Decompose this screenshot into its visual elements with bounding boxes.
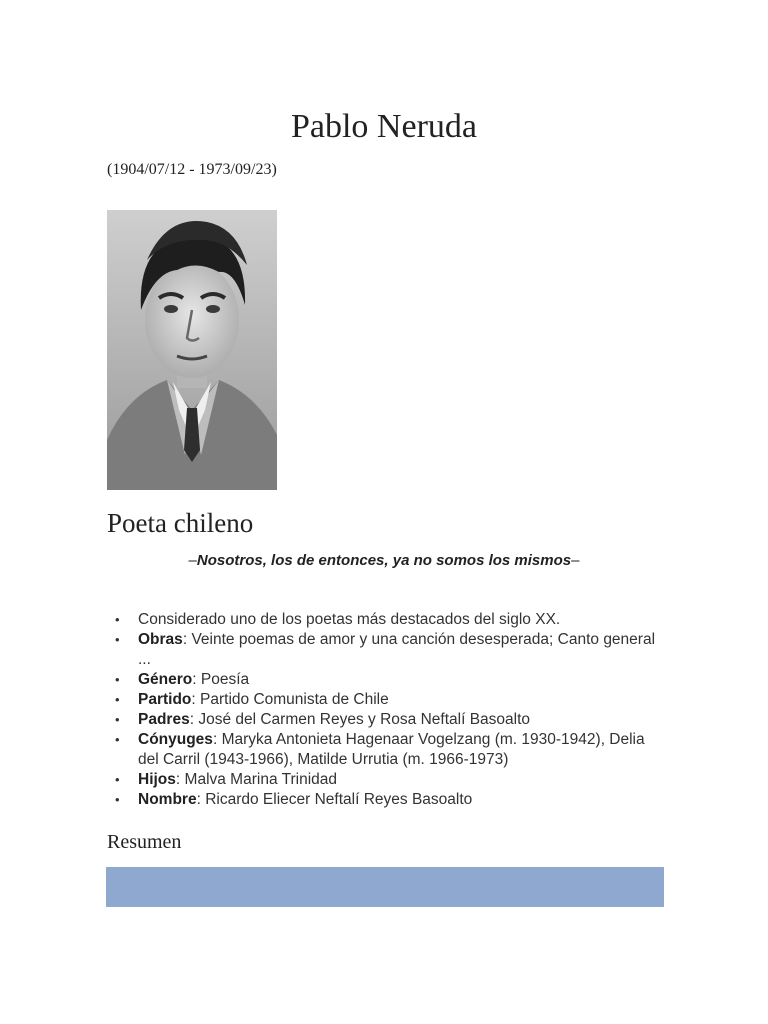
life-dates: (1904/07/12 - 1973/09/23) (107, 161, 277, 178)
fact-separator: : (175, 771, 185, 788)
fact-key: Padres (138, 711, 190, 728)
quote-text: Nosotros, los de entonces, ya no somos los mismos (196, 552, 572, 569)
fact-value: José del Carmen Reyes y Rosa Neftalí Basoalto (198, 711, 531, 728)
fact-key: Hijos (138, 771, 176, 788)
list-item (107, 770, 667, 790)
fact-value: Poesía (200, 671, 250, 688)
fact-separator: : (182, 631, 192, 648)
fact-value: Veinte poemas de amor y una canción desesperada; Canto general ... (138, 631, 656, 668)
page-title: Pablo Neruda (290, 108, 477, 145)
fact-value: Malva Marina Trinidad (184, 771, 338, 788)
quote-close-dash: – (571, 552, 580, 569)
facts-list (107, 610, 667, 810)
list-item (107, 630, 667, 670)
fact-value: Considerado uno de los poetas más destacados del siglo XX. (138, 611, 561, 628)
quote-open-dash: – (188, 552, 197, 569)
fact-value: Ricardo Eliecer Neftalí Reyes Basoalto (205, 791, 473, 808)
fact-value: Maryka Antonieta Hagenaar Vogelzang (m. 1930-1942), Delia del Carril (1943-1966), Matilde Urrutia (m. 1966-1973) (138, 731, 645, 768)
fact-key: Partido (138, 691, 192, 708)
section-heading-resumen: Resumen (107, 831, 182, 853)
list-item (107, 730, 667, 770)
quote (0, 552, 768, 569)
fact-separator: : (196, 791, 206, 808)
list-item (107, 610, 667, 630)
portrait-photo (107, 210, 277, 490)
fact-key: Obras (138, 631, 183, 648)
summary-bar (106, 867, 664, 907)
fact-key: Cónyuges (138, 731, 213, 748)
fact-separator: : (191, 691, 201, 708)
fact-separator: : (189, 711, 199, 728)
list-item (107, 710, 667, 730)
list-item (107, 670, 667, 690)
list-item (107, 690, 667, 710)
fact-separator: : (192, 671, 201, 688)
subtitle: Poeta chileno (107, 508, 254, 538)
fact-value: Partido Comunista de Chile (200, 691, 389, 708)
fact-separator: : (212, 731, 222, 748)
fact-key: Género (138, 671, 193, 688)
fact-key: Nombre (138, 791, 197, 808)
list-item (107, 790, 667, 810)
